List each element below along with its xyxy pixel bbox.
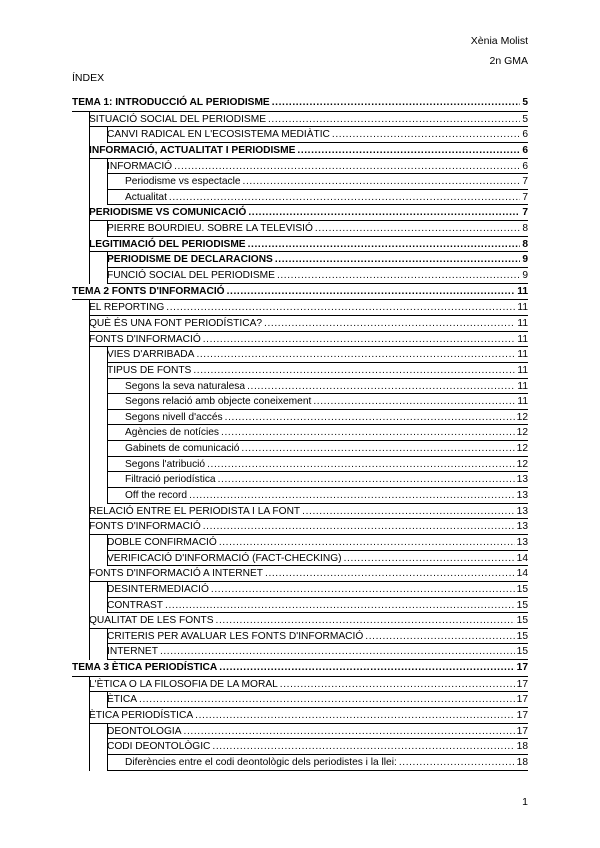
toc-entry-title: Diferències entre el codi deontològic dels periodistes i la llei:: [125, 756, 397, 768]
toc-entry-page: 11: [517, 364, 528, 376]
indent-guide: [89, 252, 90, 268]
table-of-contents: [72, 95, 528, 771]
toc-entry-title: Segons l'atribució: [125, 458, 206, 470]
dot-leader: [218, 472, 515, 488]
toc-entry[interactable]: [72, 112, 528, 128]
toc-entry-title: VERIFICACIÓ D'INFORMACIÓ (FACT-CHECKING): [107, 552, 342, 564]
toc-entry-page: 8: [522, 223, 528, 235]
toc-entry[interactable]: [72, 457, 528, 473]
indent-guide: [107, 425, 108, 441]
toc-entry-page: 7: [522, 191, 528, 203]
toc-entry-title: FONTS D'INFORMACIÓ: [89, 333, 201, 345]
dot-leader: [241, 441, 514, 457]
toc-entry-page: 18: [516, 756, 528, 768]
toc-entry-page: 13: [516, 505, 528, 517]
dot-leader: [227, 284, 516, 300]
toc-entry[interactable]: [72, 332, 528, 348]
dot-leader: [196, 347, 515, 363]
toc-entry-page: 17: [516, 709, 528, 721]
dot-leader: [195, 708, 514, 724]
toc-entry-page: 5: [522, 113, 528, 125]
indent-guide: [89, 159, 90, 175]
toc-entry-page: 15: [516, 630, 528, 642]
toc-entry[interactable]: [72, 143, 528, 159]
toc-entry[interactable]: [72, 363, 528, 379]
toc-entry-title: FONTS D'INFORMACIÓ A INTERNET: [89, 568, 264, 580]
indent-guide: [89, 441, 90, 457]
toc-entry-page: 12: [516, 411, 528, 423]
dot-leader: [203, 519, 515, 535]
toc-entry-page: 9: [522, 270, 528, 282]
toc-entry-page: 17: [516, 694, 528, 706]
dot-leader: [216, 613, 515, 629]
indent-guide: [107, 394, 108, 410]
dot-leader: [219, 535, 515, 551]
indent-guide: [89, 644, 90, 660]
dot-leader: [272, 95, 521, 111]
toc-entry-title: TIPUS DE FONTS: [107, 364, 192, 376]
toc-entry-page: 12: [516, 458, 528, 470]
dot-leader: [315, 221, 520, 237]
toc-entry-title: DEONTOLOGIA: [107, 725, 182, 737]
toc-entry[interactable]: [72, 598, 528, 614]
dot-leader: [193, 363, 515, 379]
indent-guide: [89, 724, 90, 740]
toc-entry-title: Actualitat: [125, 191, 167, 203]
dot-leader: [189, 488, 515, 504]
dot-leader: [365, 629, 514, 645]
toc-entry[interactable]: [72, 300, 528, 316]
toc-entry[interactable]: [72, 284, 528, 301]
toc-entry-title: QUÈ ÉS UNA FONT PERIODÍSTICA?: [89, 317, 263, 329]
toc-entry-page: 11: [517, 317, 528, 329]
toc-entry[interactable]: [72, 566, 528, 582]
toc-entry-page: 7: [522, 207, 528, 219]
header-group: 2n GMA: [489, 55, 528, 67]
toc-entry-page: 14: [516, 552, 528, 564]
dot-leader: [243, 174, 521, 190]
dot-leader: [219, 660, 514, 676]
toc-entry-title: EL REPORTING: [89, 302, 165, 314]
toc-entry[interactable]: [72, 660, 528, 677]
toc-entry-title: SITUACIÓ SOCIAL DEL PERIODISME: [89, 113, 266, 125]
toc-entry-title: Segons relació amb objecte coneixement: [125, 396, 312, 408]
toc-entry-title: TEMA 1: INTRODUCCIÓ AL PERIODISME: [72, 97, 270, 108]
toc-entry[interactable]: [72, 629, 528, 645]
toc-entry[interactable]: [72, 268, 528, 284]
indent-guide: [107, 190, 108, 206]
indent-guide: [89, 629, 90, 645]
indent-guide: [107, 174, 108, 190]
dot-leader: [248, 205, 520, 221]
toc-entry[interactable]: [72, 221, 528, 237]
dot-leader: [225, 410, 515, 426]
dot-leader: [302, 504, 515, 520]
indent-guide: [107, 379, 108, 395]
toc-entry-page: 5: [522, 97, 528, 108]
indent-guide: [89, 755, 90, 771]
toc-entry[interactable]: [72, 174, 528, 190]
toc-entry[interactable]: [72, 755, 528, 771]
indent-guide: [89, 347, 90, 363]
toc-entry-page: 15: [516, 583, 528, 595]
dot-leader: [332, 127, 520, 143]
toc-entry-title: PERIODISME VS COMUNICACIÓ: [89, 207, 247, 219]
toc-entry-title: Filtració periodística: [125, 474, 216, 486]
toc-entry[interactable]: [72, 551, 528, 567]
toc-entry[interactable]: [72, 379, 528, 395]
toc-entry-page: 13: [516, 474, 528, 486]
dot-leader: [160, 644, 515, 660]
toc-entry[interactable]: [72, 644, 528, 660]
dot-leader: [203, 332, 516, 348]
indent-guide: [89, 379, 90, 395]
toc-entry-page: 17: [516, 678, 528, 690]
dot-leader: [169, 190, 520, 206]
toc-entry-title: ÈTICA PERIODÍSTICA: [89, 709, 194, 721]
dot-leader: [211, 582, 515, 598]
toc-entry[interactable]: [72, 237, 528, 253]
dot-leader: [221, 425, 515, 441]
toc-entry-title: TEMA 3 ÈTICA PERIODÍSTICA: [72, 662, 218, 674]
indent-guide: [89, 268, 90, 284]
toc-entry-title: QUALITAT DE LES FONTS: [89, 615, 214, 627]
indent-guide: [107, 472, 108, 488]
toc-entry[interactable]: [72, 205, 528, 221]
toc-entry-page: 18: [516, 741, 528, 753]
indent-guide: [89, 127, 90, 143]
toc-entry-page: 9: [522, 254, 528, 266]
dot-leader: [275, 252, 520, 268]
toc-entry[interactable]: [72, 410, 528, 426]
toc-entry-title: LEGITIMACIÓ DEL PERIODISME: [89, 238, 246, 250]
toc-entry[interactable]: [72, 692, 528, 708]
toc-entry-page: 11: [517, 302, 528, 314]
dot-leader: [265, 566, 515, 582]
toc-entry-title: CONTRAST: [107, 599, 164, 611]
toc-entry-title: Gabinets de comunicació: [125, 443, 240, 455]
indent-guide: [89, 394, 90, 410]
indent-guide: [89, 488, 90, 504]
page-number: 1: [522, 796, 528, 808]
toc-entry[interactable]: [72, 677, 528, 693]
toc-entry-page: 13: [516, 490, 528, 502]
toc-entry[interactable]: [72, 739, 528, 755]
toc-entry-title: DESINTERMEDIACIÓ: [107, 583, 209, 595]
toc-entry-page: 6: [522, 160, 528, 172]
indent-guide: [89, 221, 90, 237]
toc-entry[interactable]: [72, 613, 528, 629]
indent-guide: [107, 410, 108, 426]
toc-entry-page: 13: [516, 536, 528, 548]
toc-entry-title: Periodisme vs espectacle: [125, 176, 241, 188]
dot-leader: [184, 724, 515, 740]
toc-entry[interactable]: [72, 724, 528, 740]
dot-leader: [344, 551, 515, 567]
indent-guide: [107, 441, 108, 457]
index-title: ÍNDEX: [72, 72, 105, 84]
toc-entry[interactable]: [72, 504, 528, 520]
toc-entry[interactable]: [72, 347, 528, 363]
dot-leader: [165, 598, 515, 614]
toc-entry[interactable]: [72, 127, 528, 143]
toc-entry-title: VIES D'ARRIBADA: [107, 349, 195, 361]
toc-entry-page: 17: [516, 725, 528, 737]
toc-entry[interactable]: [72, 316, 528, 332]
toc-entry-page: 11: [517, 380, 528, 392]
toc-entry-title: Off the record: [125, 490, 188, 502]
toc-entry[interactable]: [72, 190, 528, 206]
dot-leader: [313, 394, 515, 410]
toc-entry-title: Agències de notícies: [125, 427, 220, 439]
toc-entry-title: Segons la seva naturalesa: [125, 380, 246, 392]
indent-guide: [89, 190, 90, 206]
toc-entry[interactable]: [72, 488, 528, 504]
toc-entry-page: 11: [517, 333, 528, 345]
indent-guide: [89, 551, 90, 567]
toc-entry[interactable]: [72, 708, 528, 724]
toc-entry[interactable]: [72, 159, 528, 175]
indent-guide: [89, 472, 90, 488]
toc-entry-title: INTERNET: [107, 646, 158, 658]
dot-leader: [297, 143, 520, 159]
indent-guide: [89, 174, 90, 190]
dot-leader: [207, 457, 515, 473]
dot-leader: [399, 755, 515, 771]
toc-entry-page: 17: [516, 662, 528, 674]
dot-leader: [280, 677, 515, 693]
toc-entry[interactable]: [72, 441, 528, 457]
toc-entry-title: FONTS D'INFORMACIÓ: [89, 521, 201, 533]
indent-guide: [89, 535, 90, 551]
dot-leader: [212, 739, 514, 755]
toc-entry-title: PIERRE BOURDIEU. SOBRE LA TELEVISIÓ: [107, 223, 313, 235]
toc-entry-page: 11: [517, 285, 528, 297]
dot-leader: [174, 159, 520, 175]
indent-guide: [89, 582, 90, 598]
header-author: Xènia Molist: [470, 35, 528, 47]
indent-guide: [107, 755, 108, 771]
toc-entry-title: CRITERIS PER AVALUAR LES FONTS D'INFORMACIÓ: [107, 630, 364, 642]
toc-entry-title: PERIODISME DE DECLARACIONS: [107, 254, 273, 266]
toc-entry-page: 14: [516, 568, 528, 580]
toc-entry-page: 6: [522, 144, 528, 156]
toc-entry-title: FUNCIÓ SOCIAL DEL PERIODISME: [107, 270, 275, 282]
toc-entry-page: 6: [522, 129, 528, 141]
indent-guide: [107, 457, 108, 473]
toc-entry-page: 8: [522, 238, 528, 250]
dot-leader: [264, 316, 515, 332]
toc-entry-page: 12: [516, 427, 528, 439]
toc-entry-page: 7: [522, 176, 528, 188]
toc-entry-title: TEMA 2 FONTS D'INFORMACIÓ: [72, 285, 225, 297]
toc-entry-title: CANVI RADICAL EN L'ECOSISTEMA MEDIÀTIC: [107, 129, 330, 141]
toc-entry-title: RELACIÓ ENTRE EL PERIODISTA I LA FONT: [89, 505, 301, 517]
toc-entry[interactable]: [72, 519, 528, 535]
indent-guide: [107, 488, 108, 504]
dot-leader: [277, 268, 520, 284]
toc-entry-title: DOBLE CONFIRMACIÓ: [107, 536, 217, 548]
toc-entry-page: 15: [516, 599, 528, 611]
toc-entry-title: Segons nivell d'accés: [125, 411, 223, 423]
toc-entry[interactable]: [72, 582, 528, 598]
dot-leader: [247, 379, 515, 395]
dot-leader: [166, 300, 515, 316]
toc-entry[interactable]: [72, 394, 528, 410]
dot-leader: [268, 112, 520, 128]
dot-leader: [139, 692, 515, 708]
toc-entry-page: 15: [516, 646, 528, 658]
indent-guide: [89, 739, 90, 755]
toc-entry-title: INFORMACIÓ: [107, 160, 173, 172]
indent-guide: [89, 598, 90, 614]
indent-guide: [89, 425, 90, 441]
toc-entry-title: L'ÈTICA O LA FILOSOFIA DE LA MORAL: [89, 678, 278, 690]
dot-leader: [248, 237, 521, 253]
toc-entry-page: 11: [517, 349, 528, 361]
indent-guide: [89, 692, 90, 708]
indent-guide: [89, 410, 90, 426]
toc-entry-page: 15: [516, 615, 528, 627]
toc-entry[interactable]: [72, 425, 528, 441]
toc-entry-title: CODI DEONTOLÒGIC: [107, 741, 211, 753]
indent-guide: [89, 457, 90, 473]
toc-entry[interactable]: [72, 252, 528, 268]
toc-entry[interactable]: [72, 95, 528, 112]
toc-entry-title: ÈTICA: [107, 694, 138, 706]
toc-entry[interactable]: [72, 535, 528, 551]
toc-entry-page: 13: [516, 521, 528, 533]
indent-guide: [89, 363, 90, 379]
toc-entry-page: 11: [517, 396, 528, 408]
toc-entry-page: 12: [516, 443, 528, 455]
toc-entry[interactable]: [72, 472, 528, 488]
toc-entry-title: INFORMACIÓ, ACTUALITAT I PERIODISME: [89, 144, 296, 156]
